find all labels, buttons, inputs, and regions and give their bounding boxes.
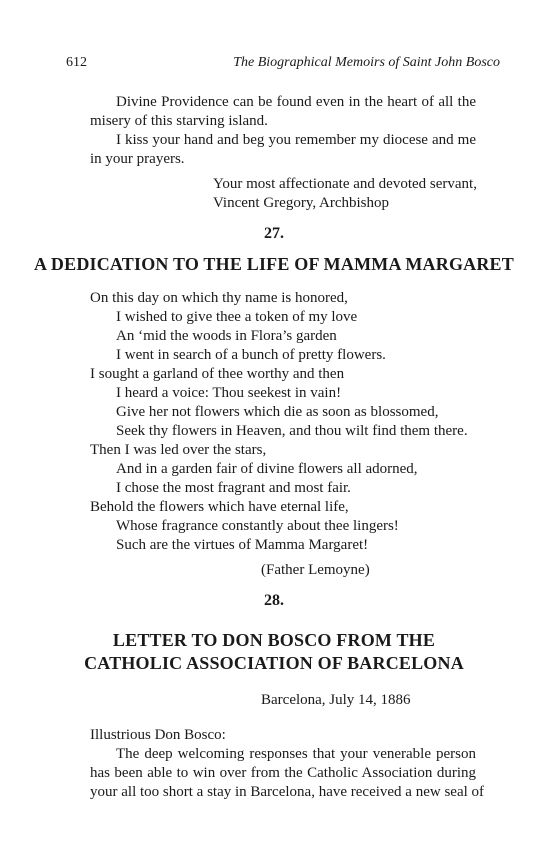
body-line: your all too short a stay in Barcelona, have received a new seal of bbox=[90, 784, 485, 800]
body-line: The deep welcoming responses that your venerable person bbox=[116, 746, 476, 762]
section-number: 28. bbox=[264, 592, 284, 609]
section-title: A DEDICATION TO THE LIFE OF MAMMA MARGARET bbox=[34, 254, 514, 274]
poem-line: I sought a garland of thee worthy and then bbox=[90, 366, 345, 382]
salutation: Illustrious Don Bosco: bbox=[90, 727, 226, 743]
poem-line: And in a garden fair of divine flowers all adorned, bbox=[116, 461, 418, 477]
poem-line: An ‘mid the woods in Flora’s garden bbox=[116, 328, 337, 344]
signature-line: Vincent Gregory, Archbishop bbox=[213, 195, 390, 211]
poem-line: I wished to give thee a token of my love bbox=[116, 309, 358, 325]
poem-line: Such are the virtues of Mamma Margaret! bbox=[116, 537, 369, 553]
dateline: Barcelona, July 14, 1886 bbox=[261, 692, 411, 708]
poem-line: Then I was led over the stars, bbox=[90, 442, 267, 458]
poem-attribution: (Father Lemoyne) bbox=[261, 562, 370, 578]
letter-line: Divine Providence can be found even in the heart of all the bbox=[116, 94, 476, 110]
poem-line: Behold the flowers which have eternal life, bbox=[90, 499, 349, 515]
section-title-line: CATHOLIC ASSOCIATION OF BARCELONA bbox=[84, 653, 464, 673]
poem-line: Whose fragrance constantly about thee lingers! bbox=[116, 518, 399, 534]
letter-line: I kiss your hand and beg you remember my diocese and me bbox=[116, 132, 476, 148]
poem-line: Give her not flowers which die as soon as blossomed, bbox=[116, 404, 439, 420]
section-title-line: LETTER TO DON BOSCO FROM THE bbox=[112, 630, 436, 650]
poem-line: On this day on which thy name is honored, bbox=[90, 290, 348, 306]
letter-line: in your prayers. bbox=[90, 151, 185, 167]
poem-line: I chose the most fragrant and most fair. bbox=[116, 480, 351, 496]
poem-line: Seek thy flowers in Heaven, and thou wilt find them there. bbox=[116, 423, 468, 439]
letter-line: misery of this starving island. bbox=[90, 113, 268, 129]
section-number: 27. bbox=[264, 225, 284, 242]
poem-line: I went in search of a bunch of pretty flowers. bbox=[116, 347, 386, 363]
signature-line: Your most affectionate and devoted servant, bbox=[213, 176, 477, 192]
page-number: 612 bbox=[66, 55, 87, 70]
running-title: The Biographical Memoirs of Saint John Bosco bbox=[233, 55, 500, 70]
poem-line: I heard a voice: Thou seekest in vain! bbox=[116, 385, 342, 401]
body-line: has been able to win over from the Catholic Association during bbox=[90, 765, 476, 781]
